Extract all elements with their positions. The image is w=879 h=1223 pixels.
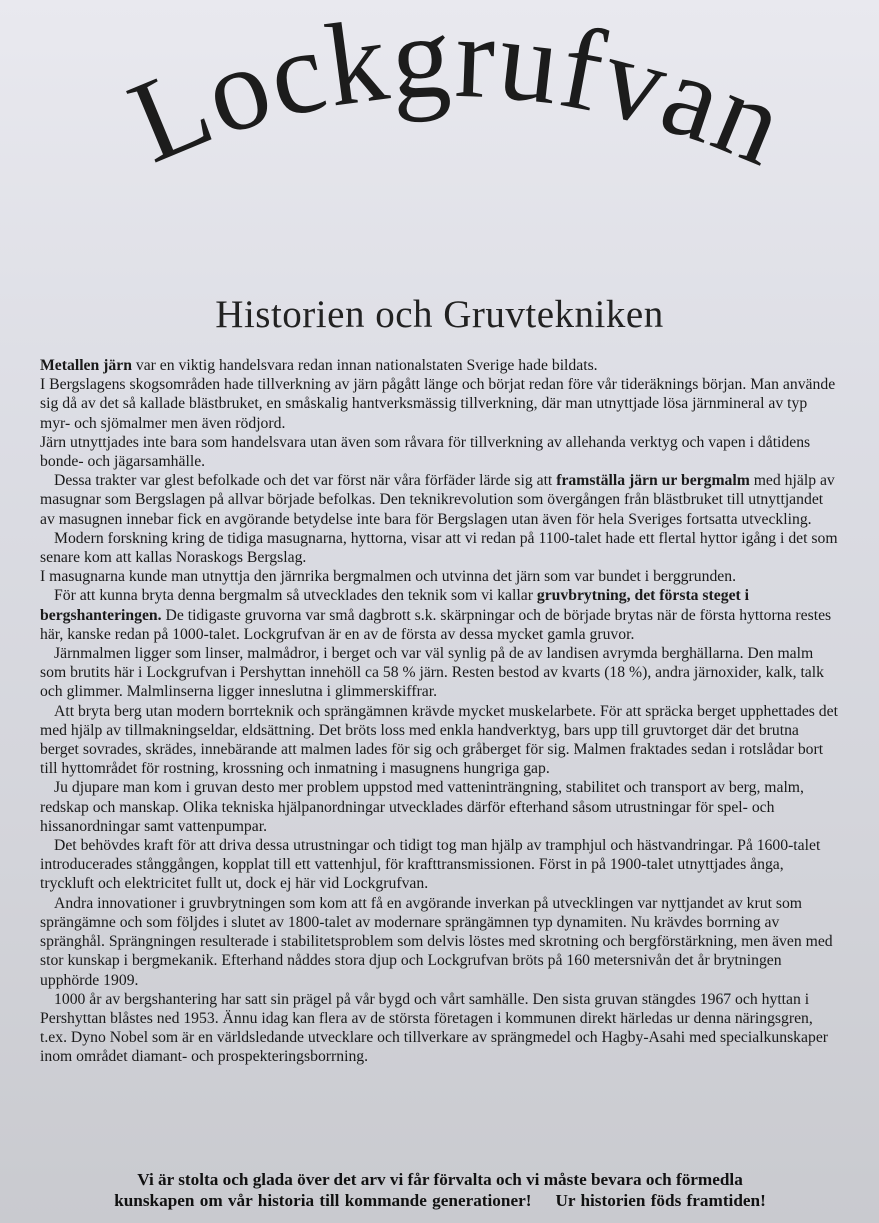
- history-text: [40, 356, 840, 1067]
- paragraph: Metallen järn var en viktig handelsvara redan innan nationalstaten Sverige hade bildats.: [40, 357, 598, 374]
- closing-statement: [30, 1169, 850, 1211]
- poster-title: [0, 0, 879, 240]
- paragraph: Järnmalmen ligger som linser, malmådror, i berget och var väl synlig på de av landisen avrymda berghällarna. Den malm som brutits här i Lockgrufvan i Pershyttan innehöll ca 58 % järn. Resten bestod av kvarts (18 %), andra järnoxider, kalk, talk och glimmer. Malmlinserna ligger inneslutna i glimmerskiffrar.: [40, 645, 824, 701]
- poster-subtitle: Historien och Gruvtekniken: [215, 293, 664, 336]
- paragraph: Modern forskning kring de tidiga masugnarna, hyttorna, visar att vi redan på 1100-talet hade ett flertal hyttor igång i det som senare kom att kallas Noraskogs Bergslag.: [40, 529, 838, 567]
- paragraph: Järn utnyttjades inte bara som handelsvara utan även som råvara för tillverkning av allehanda verktyg och vapen i dåtidens bonde- och jägarsamhälle.: [40, 433, 811, 471]
- lead-bold: Metallen järn: [40, 357, 132, 374]
- paragraph: För att kunna bryta denna bergmalm så utvecklades den teknik som vi kallar gruvbrytning, det första steget i bergshanteringen. De tidigaste gruvorna var små dagbrott s.k. skärpningar och de började brytas när de första hyttorna restes här, kanske redan på 1000-talet. Lockgrufvan är en av de första av dessa mycket gamla gruvor.: [40, 587, 832, 643]
- paragraph: Att bryta berg utan modern borrteknik och sprängämnen krävde mycket muskelarbete. För att spräcka berget upphettades det med hjälp av tillmakningseldar, eldsättning. Det bröts loss med enkla handverktyg, bars upp till gruvtorget där det brutna berget sovrades, skrädes, innebärande att malmen lades för sig och gråberget för sig. Malmen fraktades sedan i rotslådar bort till hyttområdet för rostning, krossning och inmatning i masugnens hungriga gap.: [40, 702, 838, 778]
- title-text: Lockgrufvan: [112, 0, 804, 192]
- paragraph: 1000 år av bergshantering har satt sin prägel på vår bygd och vårt samhälle. Den sista gruvan stängdes 1967 och hyttan i Pershyttan blåstes ned 1953. Ännu idag kan flera av de största företagen i kommunen direkt härledas ur denna näringsgren, t.ex. Dyno Nobel som är en världsledande utvecklare och tillverkare av sprängmedel och Hagby-Asahi med specialkunskaper inom området diamant- och prospekteringsborrning.: [40, 990, 829, 1066]
- paragraph: Dessa trakter var glest befolkade och det var först när våra förfäder lärde sig att framställa järn ur bergmalm med hjälp av masugnar som Bergslagen på allvar började befolkas. Den teknikrevolution som övergången från blästbruket till utnyttjandet av masugnen innebar fick en avgörande betydelse inte bara för Bergslagen utan även för hela Sveriges fortsatta utveckling.: [40, 472, 835, 528]
- paragraph: I masugnarna kunde man utnyttja den järnrika bergmalmen och utvinna det järn som var bundet i berggrunden.: [40, 568, 737, 586]
- closing-line-1: Vi är stolta och glada över det arv vi får förvalta och vi måste bevara och förmedla: [137, 1170, 743, 1189]
- emphasis: gruvbrytning, det första steget i bergshanteringen.: [40, 587, 750, 624]
- paragraph: I Bergslagens skogsområden hade tillverkning av järn pågått länge och börjat redan före vår tideräknings början. Man använde sig då av det så kallade blästbruket, en småskalig hantverksmässig tillverkning, där man utnyttjade lösa järnmineral av typ myr- och sjömalmer men även rödjord.: [40, 376, 836, 432]
- emphasis: framställa järn ur bergmalm: [556, 472, 750, 490]
- paragraph: Det behövdes kraft för att driva dessa utrustningar och tidigt tog man hjälp av tramphjul och hästvandringar. På 1600-talet introducerades stånggången, kopplat till ett vattenhjul, för krafttransmissionen. Först in på 1900-talet utnyttjades ånga, tryckluft och elektricitet fullt ut, dock ej här vid Lockgrufvan.: [40, 837, 821, 893]
- closing-motto: Ur historien föds framtiden!: [555, 1191, 766, 1210]
- paragraph: Andra innovationer i gruvbrytningen som kom att få en avgörande inverkan på utvecklingen var nyttjandet av krut som sprängämne och som följdes i slutet av 1800-talet av modernare sprängämnen typ dynamiten. Nu krävdes borrning av spränghål. Sprängningen resulterade i stabilitetsproblem som delvis löstes med skrotning och bergförstärkning, men även med stor kunskap i bergmekanik. Efterhand nåddes stora djup och Lockgrufvan bröts på 160 metersnivån det år brytningen upphörde 1909.: [40, 894, 833, 989]
- paragraph: Ju djupare man kom i gruvan desto mer problem uppstod med vatteninträngning, stabilitet och transport av berg, malm, redskap och manskap. Olika tekniska hjälpanordningar utvecklades därför efterhand såsom utrustningar för spel- och hissanordningar samt vattenpumpar.: [40, 779, 804, 835]
- closing-line-2: kunskapen om vår historia till kommande generationer! Ur historien föds framtiden!: [114, 1191, 766, 1210]
